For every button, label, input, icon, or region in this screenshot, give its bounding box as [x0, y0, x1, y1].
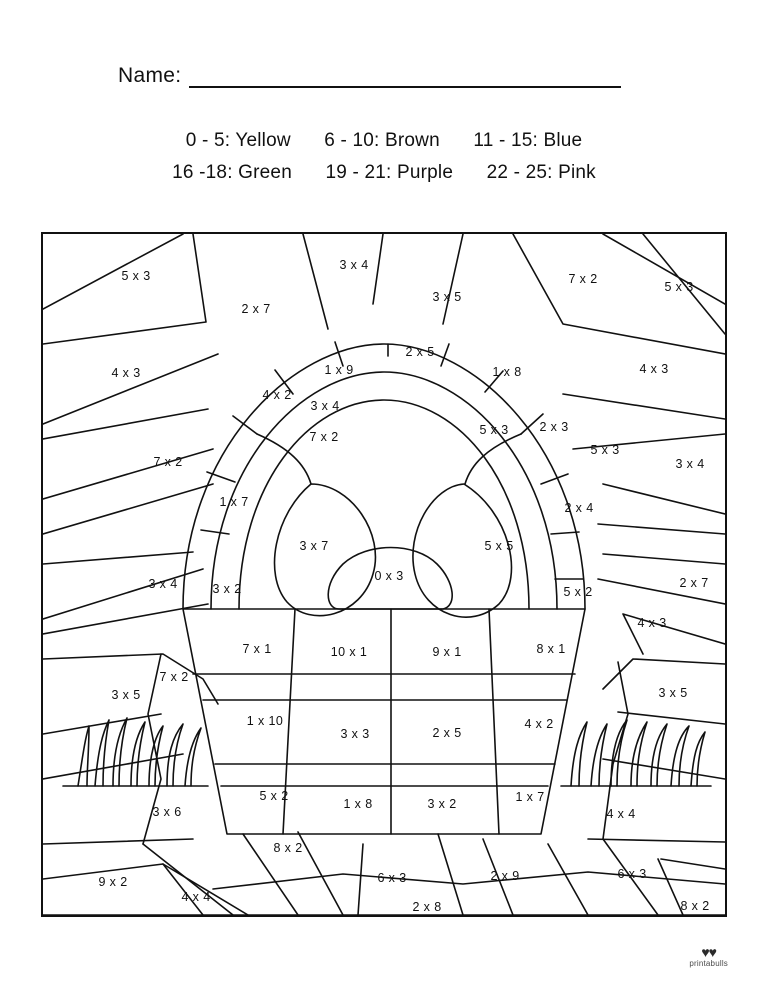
- puzzle-cell: 5 x 5: [484, 539, 514, 553]
- puzzle-cell: 2 x 5: [432, 726, 462, 740]
- puzzle-cell: 5 x 3: [121, 269, 151, 283]
- puzzle-cell: 7 x 2: [159, 670, 189, 684]
- puzzle-cell: 1 x 8: [492, 365, 522, 379]
- puzzle-cell: 3 x 5: [111, 688, 141, 702]
- puzzle-cell: 4 x 2: [524, 717, 554, 731]
- puzzle-cell: 3 x 4: [148, 577, 178, 591]
- puzzle-cell: 7 x 1: [242, 642, 272, 656]
- puzzle-cell: 1 x 7: [515, 790, 545, 804]
- puzzle-cell: 9 x 2: [98, 875, 128, 889]
- puzzle-cell: 2 x 7: [679, 576, 709, 590]
- puzzle-cell: 5 x 3: [590, 443, 620, 457]
- legend-item-green: 16 -18: Green: [172, 162, 292, 183]
- puzzle-cell: 6 x 3: [617, 867, 647, 881]
- puzzle-cell: 4 x 4: [606, 807, 636, 821]
- name-row: [118, 64, 621, 88]
- puzzle-cell: 4 x 3: [111, 366, 141, 380]
- legend-item-purple: 19 - 21: Purple: [325, 162, 454, 183]
- puzzle-cell: 7 x 2: [309, 430, 339, 444]
- legend-item-pink: 22 - 25: Pink: [486, 162, 596, 183]
- brand-name: printabulls: [689, 959, 728, 968]
- puzzle-cell: 8 x 2: [273, 841, 303, 855]
- color-legend: [0, 130, 768, 194]
- legend-row-2: [0, 162, 768, 184]
- puzzle-cell: 3 x 5: [432, 290, 462, 304]
- puzzle-cell: 7 x 2: [568, 272, 598, 286]
- puzzle-cell: 3 x 6: [152, 805, 182, 819]
- puzzle-cell: 3 x 2: [212, 582, 242, 596]
- puzzle-cell: 3 x 5: [658, 686, 688, 700]
- puzzle-cell: 4 x 3: [637, 616, 667, 630]
- puzzle-cell: 8 x 2: [680, 899, 710, 913]
- legend-item-brown: 6 - 10: Brown: [324, 130, 440, 151]
- puzzle-cell: 4 x 4: [181, 890, 211, 904]
- puzzle-cell: 9 x 1: [432, 645, 462, 659]
- puzzle-cell: 1 x 7: [219, 495, 249, 509]
- puzzle-cell: 2 x 5: [405, 345, 435, 359]
- puzzle-cell: 2 x 7: [241, 302, 271, 316]
- puzzle-cell: 10 x 1: [330, 645, 368, 659]
- puzzle-cell: 3 x 4: [339, 258, 369, 272]
- puzzle-cell: 2 x 9: [490, 869, 520, 883]
- puzzle-cell: 1 x 10: [246, 714, 284, 728]
- puzzle-cell: 4 x 2: [262, 388, 292, 402]
- puzzle-cell: 0 x 3: [374, 569, 404, 583]
- puzzle-cell: 3 x 2: [427, 797, 457, 811]
- puzzle-cell: 7 x 2: [153, 455, 183, 469]
- puzzle-cell: 3 x 4: [675, 457, 705, 471]
- legend-item-blue: 11 - 15: Blue: [473, 130, 583, 151]
- puzzle-cell: 5 x 3: [479, 423, 509, 437]
- puzzle-cell: 3 x 4: [310, 399, 340, 413]
- puzzle-cell: 4 x 3: [639, 362, 669, 376]
- puzzle-cell: 8 x 1: [536, 642, 566, 656]
- puzzle-cell: 1 x 9: [324, 363, 354, 377]
- puzzle-cell: 6 x 3: [377, 871, 407, 885]
- puzzle-cell: 3 x 7: [299, 539, 329, 553]
- color-by-number-puzzle[interactable]: [41, 232, 727, 917]
- puzzle-cell: 5 x 3: [664, 280, 694, 294]
- name-label: Name:: [118, 64, 182, 87]
- name-write-line[interactable]: [189, 68, 621, 88]
- puzzle-cell: 5 x 2: [259, 789, 289, 803]
- puzzle-cell: 2 x 4: [564, 501, 594, 515]
- legend-row-1: [0, 130, 768, 152]
- bull-icon: ♥♥: [701, 944, 716, 960]
- puzzle-cell: 1 x 8: [343, 797, 373, 811]
- legend-item-yellow: 0 - 5: Yellow: [185, 130, 291, 151]
- puzzle-cell: 5 x 2: [563, 585, 593, 599]
- brand-logo: [689, 946, 728, 968]
- puzzle-cell: 2 x 3: [539, 420, 569, 434]
- puzzle-cell: 3 x 3: [340, 727, 370, 741]
- puzzle-cell: 2 x 8: [412, 900, 442, 914]
